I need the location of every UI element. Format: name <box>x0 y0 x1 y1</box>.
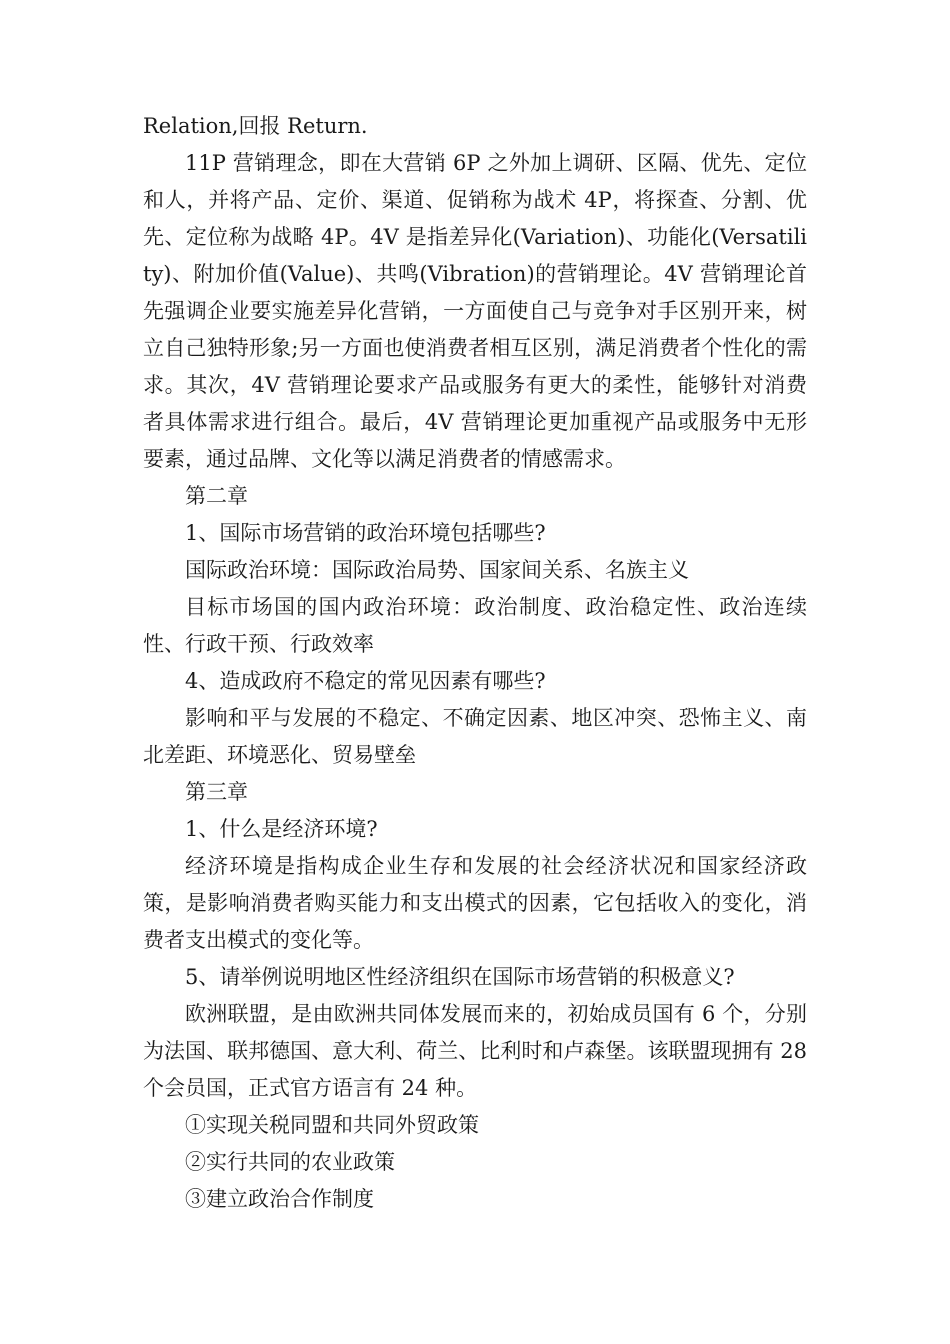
answer-economic-environment: 经济环境是指构成企业生存和发展的社会经济状况和国家经济政策，是影响消费者购买能力和支出模式的因素，它包括收入的变化，消费者支出模式的变化等。 <box>143 854 807 952</box>
list-item-agricultural-policy: ②实行共同的农业政策 <box>185 1150 395 1174</box>
chapter-heading-3: 第三章 <box>185 780 248 804</box>
list-item-customs-union: ①实现关税同盟和共同外贸政策 <box>185 1113 479 1137</box>
chapter-heading-2: 第二章 <box>185 484 248 508</box>
question-political-environment: 1、国际市场营销的政治环境包括哪些? <box>185 521 546 545</box>
document-page <box>143 108 807 1218</box>
question-regional-economic-org: 5、请举例说明地区性经济组织在国际市场营销的积极意义? <box>185 965 735 989</box>
answer-european-union: 欧洲联盟，是由欧洲共同体发展而来的，初始成员国有 6 个，分别为法国、联邦德国、意大利、荷兰、比利时和卢森堡。该联盟现拥有 28 个会员国，正式官方语言有 24 种。 <box>143 1002 807 1100</box>
paragraph-relation-return: Relation,回报 Return. <box>143 114 368 138</box>
list-item-political-cooperation: ③建立政治合作制度 <box>185 1187 374 1211</box>
answer-international-political: 国际政治环境：国际政治局势、国家间关系、名族主义 <box>185 558 689 582</box>
paragraph-11p-4v-theory: 11P 营销理念，即在大营销 6P 之外加上调研、区隔、优先、定位和人，并将产品、定价、渠道、促销称为战术 4P，将探查、分割、优先、定位称为战略 4P。4V 是指差异化(Variation)、功能化(Versatility)、附加价值(Value)、共鸣(Vibration)的营销理论。4V 营销理论首先强调企业要实施差异化营销，一方面使自己与竞争对手区别开来，树立自己独特形象;另一方面也使消费者相互区别，满足消费者个性化的需求。其次，4V 营销理论要求产品或服务有更大的柔性，能够针对消费者具体需求进行组合。最后，4V 营销理论更加重视产品或服务中无形要素，通过品牌、文化等以满足消费者的情感需求。 <box>143 151 807 471</box>
answer-instability-factors: 影响和平与发展的不稳定、不确定因素、地区冲突、恐怖主义、南北差距、环境恶化、贸易壁垒 <box>143 706 807 767</box>
question-government-instability: 4、造成政府不稳定的常见因素有哪些? <box>185 669 546 693</box>
question-economic-environment: 1、什么是经济环境? <box>185 817 378 841</box>
answer-domestic-political: 目标市场国的国内政治环境：政治制度、政治稳定性、政治连续性、行政干预、行政效率 <box>143 595 807 656</box>
